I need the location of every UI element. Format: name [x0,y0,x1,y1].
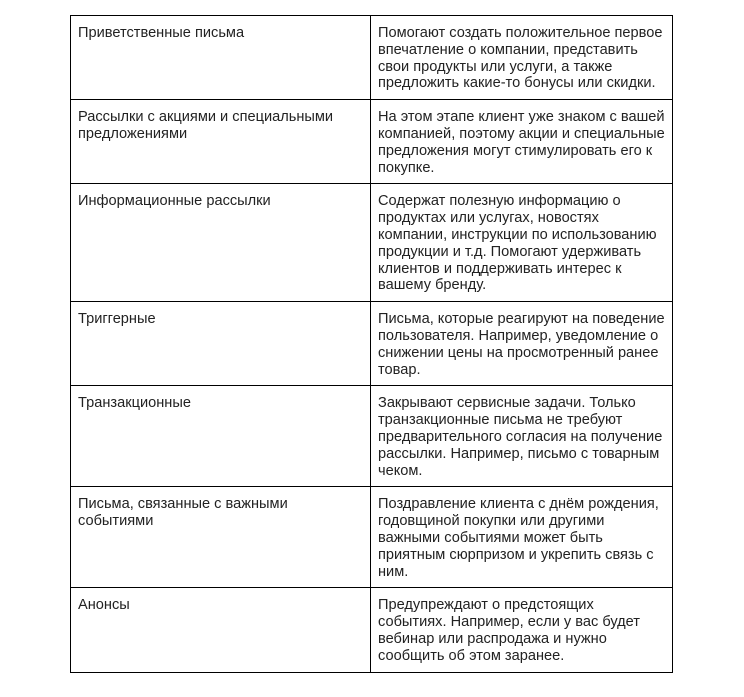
email-types-table [70,15,673,673]
email-type-cell: Анонсы [71,588,371,672]
email-type-cell: Транзакционные [71,386,371,487]
table-row [71,184,673,302]
email-type-cell: Информационные рассылки [71,184,371,302]
table-row [71,487,673,588]
table-row [71,16,673,100]
description-cell: Предупреждают о предстоящих событиях. Например, если у вас будет вебинар или распродажа и нужно сообщить об этом заранее. [371,588,673,672]
description-cell: Письма, которые реагируют на поведение пользователя. Например, уведомление о снижении цены на просмотренный ранее товар. [371,302,673,386]
description-cell: Содержат полезную информацию о продуктах или услугах, новостях компании, инструкции по использованию продукции и т.д. Помогают удерживать клиентов и поддерживать интерес к вашему бренду. [371,184,673,302]
description-cell: Закрывают сервисные задачи. Только транзакционные письма не требуют предварительного согласия на получение рассылки. Например, письмо с товарным чеком. [371,386,673,487]
email-type-cell: Рассылки с акциями и специальными предложениями [71,100,371,184]
email-type-cell: Приветственные письма [71,16,371,100]
description-cell: Помогают создать положительное первое впечатление о компании, представить свои продукты или услуги, а также предложить какие-то бонусы или скидки. [371,16,673,100]
description-cell: На этом этапе клиент уже знаком с вашей компанией, поэтому акции и специальные предложения могут стимулировать его к покупке. [371,100,673,184]
email-type-cell: Письма, связанные с важными событиями [71,487,371,588]
table-row [71,100,673,184]
table-row [71,386,673,487]
table-row [71,302,673,386]
table-row [71,588,673,672]
email-type-cell: Триггерные [71,302,371,386]
description-cell: Поздравление клиента с днём рождения, годовщиной покупки или другими важными событиями может быть приятным сюрпризом и укрепить связь с ним. [371,487,673,588]
